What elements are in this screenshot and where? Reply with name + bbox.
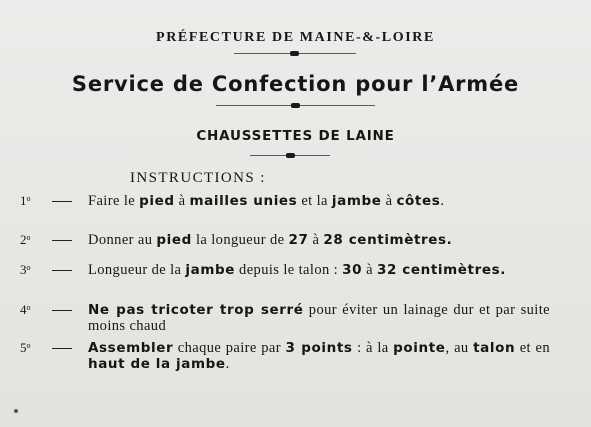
text-run: : à la [352, 340, 394, 356]
instruction-text [88, 340, 550, 372]
prefecture-heading: PRÉFECTURE DE MAINE-&-LOIRE [156, 30, 435, 45]
text-run: depuis le talon : [235, 262, 343, 278]
margin-mark [14, 409, 18, 413]
instruction-number: 2$^o$ [20, 232, 31, 247]
text-run: Donner au [88, 232, 157, 248]
instruction-text [88, 302, 550, 334]
text-run: Longueur de la [88, 262, 186, 278]
bold-text: Ne pas tricoter trop serré [88, 302, 304, 318]
text-run: Faire le [88, 193, 140, 209]
text-run: . [225, 356, 230, 372]
instruction-number: 4$^o$ [20, 302, 31, 317]
bold-text: mailles unies [189, 193, 298, 209]
bold-text: 32 centimètres. [377, 262, 506, 278]
dash-rule [52, 310, 72, 311]
instruction-number: 3$^o$ [20, 262, 31, 277]
text-run: et en [515, 340, 550, 356]
bold-text: pointe [393, 340, 446, 356]
instruction-number: 5$^o$ [20, 340, 31, 355]
bold-text: 3 points [285, 340, 353, 356]
item-title: CHAUSSETTES DE LAINE [196, 128, 395, 144]
text-run: à [362, 262, 377, 278]
service-title: Service de Confection pour l’Armée [71, 72, 520, 96]
ornament-rule [216, 105, 375, 106]
text-run: pour éviter un lainage dur et par suite moins chaud [88, 302, 550, 334]
bold-text: côtes [396, 193, 441, 209]
text-run: chaque paire par [173, 340, 286, 356]
instructions-heading: INSTRUCTIONS : [130, 170, 266, 186]
instruction-text [88, 262, 550, 278]
bold-text: talon [473, 340, 516, 356]
text-run: à [381, 193, 397, 209]
ornament-dot [290, 51, 299, 56]
instruction-text [88, 232, 550, 248]
bold-text: pied [139, 193, 175, 209]
dash-rule [52, 348, 72, 349]
text-run: la longueur de [191, 232, 289, 248]
ornament-dot [291, 103, 300, 108]
ornament-dot [286, 153, 295, 158]
bold-text: haut de la jambe [88, 356, 226, 372]
ornament-rule [234, 53, 356, 54]
text-run: et la [297, 193, 332, 209]
bold-text: pied [156, 232, 192, 248]
bold-text: jambe [331, 193, 382, 209]
bold-text: 28 centimètres. [323, 232, 453, 248]
bold-text: 30 [342, 262, 363, 278]
text-run: . [440, 193, 445, 209]
bold-text: jambe [185, 262, 236, 278]
instruction-text [88, 193, 550, 209]
instruction-number: 1$^o$ [20, 193, 31, 208]
bold-text: 27 [288, 232, 309, 248]
text-run: , au [445, 340, 474, 356]
dash-rule [52, 240, 72, 241]
text-run: à [174, 193, 190, 209]
bold-text: Assembler [88, 340, 174, 356]
dash-rule [52, 270, 72, 271]
text-run: à [308, 232, 324, 248]
dash-rule [52, 201, 72, 202]
ornament-rule [250, 155, 330, 156]
